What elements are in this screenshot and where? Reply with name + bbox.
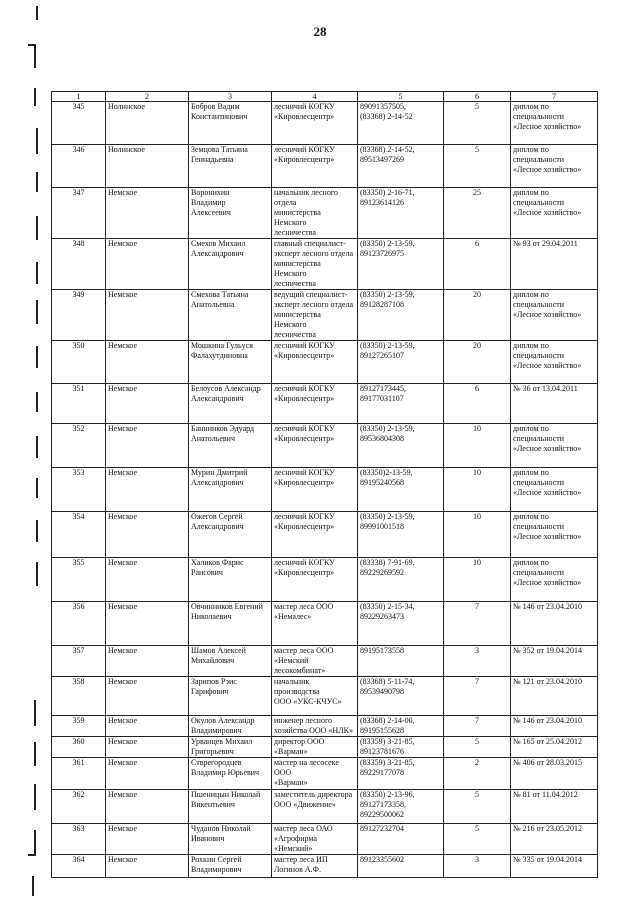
person-name: Зарипов Рэис Гарифович — [189, 677, 272, 716]
experience-years: 2 — [444, 758, 511, 790]
table-row — [52, 737, 598, 758]
phone-cell: (83350) 2-13-59, 89991001518 — [358, 512, 444, 558]
qualification-doc: № 93 от 29.04.2011 — [511, 239, 598, 290]
registry-table — [51, 91, 598, 878]
qualification-doc: № 165 от 25.04.2012 — [511, 737, 598, 758]
person-name: Стврегородцев Владимир Юрьевич — [189, 758, 272, 790]
experience-years: 5 — [444, 824, 511, 855]
phone-cell: 89123355602 — [358, 855, 444, 878]
position-cell: лесничий КОГКУ «Кировлесцентр» — [272, 468, 358, 512]
table-row — [52, 384, 598, 424]
phone-cell: (83359) 3-21-85, 89123781676 — [358, 737, 444, 758]
person-name: Мошкина Гульуся Фалахутдиновна — [189, 341, 272, 384]
table-row — [52, 646, 598, 677]
phone-cell: (83350) 2-13-59, 89536804308 — [358, 424, 444, 468]
qualification-doc: № 406 от 28.03.2015 — [511, 758, 598, 790]
position-cell: лесничий КОГКУ «Кировлесцентр» — [272, 512, 358, 558]
person-name: Бобров Вадим Константинович — [189, 102, 272, 145]
experience-years: 20 — [444, 341, 511, 384]
experience-years: 10 — [444, 424, 511, 468]
row-number: 351 — [52, 384, 106, 424]
district-cell: Немское — [106, 716, 189, 737]
experience-years: 6 — [444, 239, 511, 290]
district-cell: Немское — [106, 758, 189, 790]
table-row — [52, 424, 598, 468]
position-cell: мастер на лесосеке ООО «Варман» — [272, 758, 358, 790]
experience-years: 10 — [444, 468, 511, 512]
experience-years: 7 — [444, 677, 511, 716]
table-row — [52, 468, 598, 512]
person-name: Смехов Михаил Александрович — [189, 239, 272, 290]
qualification-doc: диплом по специальности «Лесное хозяйство» — [511, 290, 598, 341]
row-number: 356 — [52, 602, 106, 646]
row-number: 346 — [52, 145, 106, 188]
qualification-doc: диплом по специальности «Лесное хозяйство» — [511, 145, 598, 188]
qualification-doc: диплом по специальности «Лесное хозяйство» — [511, 102, 598, 145]
table-row — [52, 290, 598, 341]
position-cell: инженер лесного хозяйства ООО «НЛК» — [272, 716, 358, 737]
qualification-doc: диплом по специальности «Лесное хозяйство» — [511, 558, 598, 602]
row-number: 364 — [52, 855, 106, 878]
experience-years: 20 — [444, 290, 511, 341]
district-cell: Немское — [106, 424, 189, 468]
person-name: Окулов Александр Владимирович — [189, 716, 272, 737]
qualification-doc: диплом по специальности «Лесное хозяйство» — [511, 468, 598, 512]
person-name: Земцова Татьяна Геннадьевна — [189, 145, 272, 188]
row-number: 363 — [52, 824, 106, 855]
person-name: Пшеницын Николай Викентьевич — [189, 790, 272, 824]
district-cell: Нолинское — [106, 145, 189, 188]
table-row — [52, 102, 598, 145]
header-row — [52, 92, 598, 102]
table-row — [52, 790, 598, 824]
qualification-doc: диплом по специальности «Лесное хозяйство» — [511, 512, 598, 558]
table-row — [52, 145, 598, 188]
experience-years: 5 — [444, 102, 511, 145]
row-number: 350 — [52, 341, 106, 384]
page-number: 28 — [313, 24, 327, 39]
table-row — [52, 716, 598, 737]
row-number: 352 — [52, 424, 106, 468]
experience-years: 3 — [444, 646, 511, 677]
person-name: Мурин Дмитрий Александрович — [189, 468, 272, 512]
district-cell: Немское — [106, 290, 189, 341]
phone-cell: 89127173445, 89177031107 — [358, 384, 444, 424]
phone-cell: (83350) 2-15-34, 89229263473 — [358, 602, 444, 646]
qualification-doc: № 81 от 11.04.2012 — [511, 790, 598, 824]
row-number: 361 — [52, 758, 106, 790]
experience-years: 10 — [444, 512, 511, 558]
position-cell: заместитель директора ООО «Движение» — [272, 790, 358, 824]
person-name: Рохкин Сергей Владимирович — [189, 855, 272, 878]
person-name: Белоусов Александр Александрович — [189, 384, 272, 424]
position-cell: ведущий специалист- эксперт лесного отдела министерства Немского лесничества — [272, 290, 358, 341]
phone-cell: (83368) 5-11-74, 89539490798 — [358, 677, 444, 716]
experience-years: 7 — [444, 716, 511, 737]
row-number: 353 — [52, 468, 106, 512]
col-header-7: 7 — [511, 92, 598, 102]
col-header-6: 6 — [444, 92, 511, 102]
person-name: Смехова Татьяна Анатольевна — [189, 290, 272, 341]
phone-cell: (83338) 7-91-69, 89229269592 — [358, 558, 444, 602]
phone-cell: (83368) 2-14-52, 89513497269 — [358, 145, 444, 188]
experience-years: 3 — [444, 855, 511, 878]
district-cell: Немское — [106, 341, 189, 384]
row-number: 345 — [52, 102, 106, 145]
experience-years: 6 — [444, 384, 511, 424]
qualification-doc: № 146 от 23.04.2010 — [511, 716, 598, 737]
district-cell: Немское — [106, 646, 189, 677]
qualification-doc: № 146 от 23.04.2010 — [511, 602, 598, 646]
experience-years: 5 — [444, 737, 511, 758]
qualification-doc: № 36 от 13.04.2011 — [511, 384, 598, 424]
district-cell: Немское — [106, 384, 189, 424]
phone-cell: 89195173558 — [358, 646, 444, 677]
table-row — [52, 602, 598, 646]
position-cell: лесничий КОГКУ «Кировлесцентр» — [272, 558, 358, 602]
experience-years: 7 — [444, 602, 511, 646]
experience-years: 5 — [444, 145, 511, 188]
col-header-5: 5 — [358, 92, 444, 102]
district-cell: Немское — [106, 239, 189, 290]
person-name: Баннииков Эдуард Анатольевич — [189, 424, 272, 468]
qualification-doc: диплом по специальности «Лесное хозяйство» — [511, 188, 598, 239]
table-row — [52, 341, 598, 384]
row-number: 358 — [52, 677, 106, 716]
position-cell: главный специалист- эксперт лесного отдела министерства Немского лесничества — [272, 239, 358, 290]
col-header-2: 2 — [106, 92, 189, 102]
phone-cell: 89091357505, (83368) 2-14-52 — [358, 102, 444, 145]
table-row — [52, 677, 598, 716]
position-cell: лесничий КОГКУ «Кировлесцентр» — [272, 424, 358, 468]
col-header-1: 1 — [52, 92, 106, 102]
qualification-doc: № 335 от 19.04.2014 — [511, 855, 598, 878]
position-cell: мастер леса ООО «Немалес» — [272, 602, 358, 646]
district-cell: Немское — [106, 824, 189, 855]
district-cell: Немское — [106, 468, 189, 512]
district-cell: Немское — [106, 855, 189, 878]
phone-cell: (83350) 2-13-96, 89127173358, 89229500062 — [358, 790, 444, 824]
position-cell: лесничий КОГКУ «Кировлесцентр» — [272, 384, 358, 424]
position-cell: директор ООО «Варман» — [272, 737, 358, 758]
row-number: 355 — [52, 558, 106, 602]
phone-cell: (83350) 2-13-59, 89128287108 — [358, 290, 444, 341]
row-number: 349 — [52, 290, 106, 341]
district-cell: Нолинское — [106, 102, 189, 145]
row-number: 347 — [52, 188, 106, 239]
qualification-doc: диплом по специальности «Лесное хозяйство» — [511, 341, 598, 384]
district-cell: Немское — [106, 790, 189, 824]
position-cell: начальник лесного отдела министерства Немского лесничества — [272, 188, 358, 239]
position-cell: лесничий КОГКУ «Кировлесцентр» — [272, 341, 358, 384]
position-cell: мастер леса ИП Логинов А.Ф. — [272, 855, 358, 878]
position-cell: мастер леса ОАО «Агрофирма «Немский» — [272, 824, 358, 855]
table-row — [52, 824, 598, 855]
district-cell: Немское — [106, 188, 189, 239]
district-cell: Немское — [106, 677, 189, 716]
phone-cell: (83350) 2-16-71, 89123614126 — [358, 188, 444, 239]
qualification-doc: диплом по специальности «Лесное хозяйство» — [511, 424, 598, 468]
experience-years: 5 — [444, 790, 511, 824]
position-cell: лесничий КОГКУ «Кировлесцентр» — [272, 102, 358, 145]
phone-cell: 89127232704 — [358, 824, 444, 855]
phone-cell: (83350) 2-13-59, 89123726975 — [358, 239, 444, 290]
row-number: 359 — [52, 716, 106, 737]
person-name: Шамов Алексей Михайлович — [189, 646, 272, 677]
district-cell: Немское — [106, 737, 189, 758]
table-row — [52, 558, 598, 602]
person-name: Овчинников Евгений Николаевич — [189, 602, 272, 646]
row-number: 360 — [52, 737, 106, 758]
position-cell: мастер леса ООО «Немский лесокомбинат» — [272, 646, 358, 677]
table-row — [52, 512, 598, 558]
row-number: 348 — [52, 239, 106, 290]
qualification-doc: № 352 от 19.04.2014 — [511, 646, 598, 677]
table-row — [52, 758, 598, 790]
experience-years: 25 — [444, 188, 511, 239]
row-number: 357 — [52, 646, 106, 677]
person-name: Халиков Фарис Раисович — [189, 558, 272, 602]
district-cell: Немское — [106, 602, 189, 646]
col-header-4: 4 — [272, 92, 358, 102]
person-name: Воронихин Владимир Алексеевич — [189, 188, 272, 239]
experience-years: 10 — [444, 558, 511, 602]
person-name: Урванцев Михаил Григорьевич — [189, 737, 272, 758]
table-row — [52, 239, 598, 290]
table-row — [52, 855, 598, 878]
qualification-doc: № 121 от 23.04.2010 — [511, 677, 598, 716]
phone-cell: (83350) 2-13-59, 89127265107 — [358, 341, 444, 384]
phone-cell: (83350)2-13-59, 89195240568 — [358, 468, 444, 512]
person-name: Чуданов Николай Иванович — [189, 824, 272, 855]
phone-cell: (83359) 3-21-85, 89229177078 — [358, 758, 444, 790]
person-name: Ожегов Сергей Александрович — [189, 512, 272, 558]
table-row — [52, 188, 598, 239]
position-cell: лесничий КОГКУ «Кировлесцентр» — [272, 145, 358, 188]
district-cell: Немское — [106, 558, 189, 602]
phone-cell: (83368) 2-14-00, 89195155628 — [358, 716, 444, 737]
position-cell: начальник производства ООО «УКС-КЧУС» — [272, 677, 358, 716]
row-number: 354 — [52, 512, 106, 558]
col-header-3: 3 — [189, 92, 272, 102]
district-cell: Немское — [106, 512, 189, 558]
qualification-doc: № 216 от 23.05.2012 — [511, 824, 598, 855]
row-number: 362 — [52, 790, 106, 824]
